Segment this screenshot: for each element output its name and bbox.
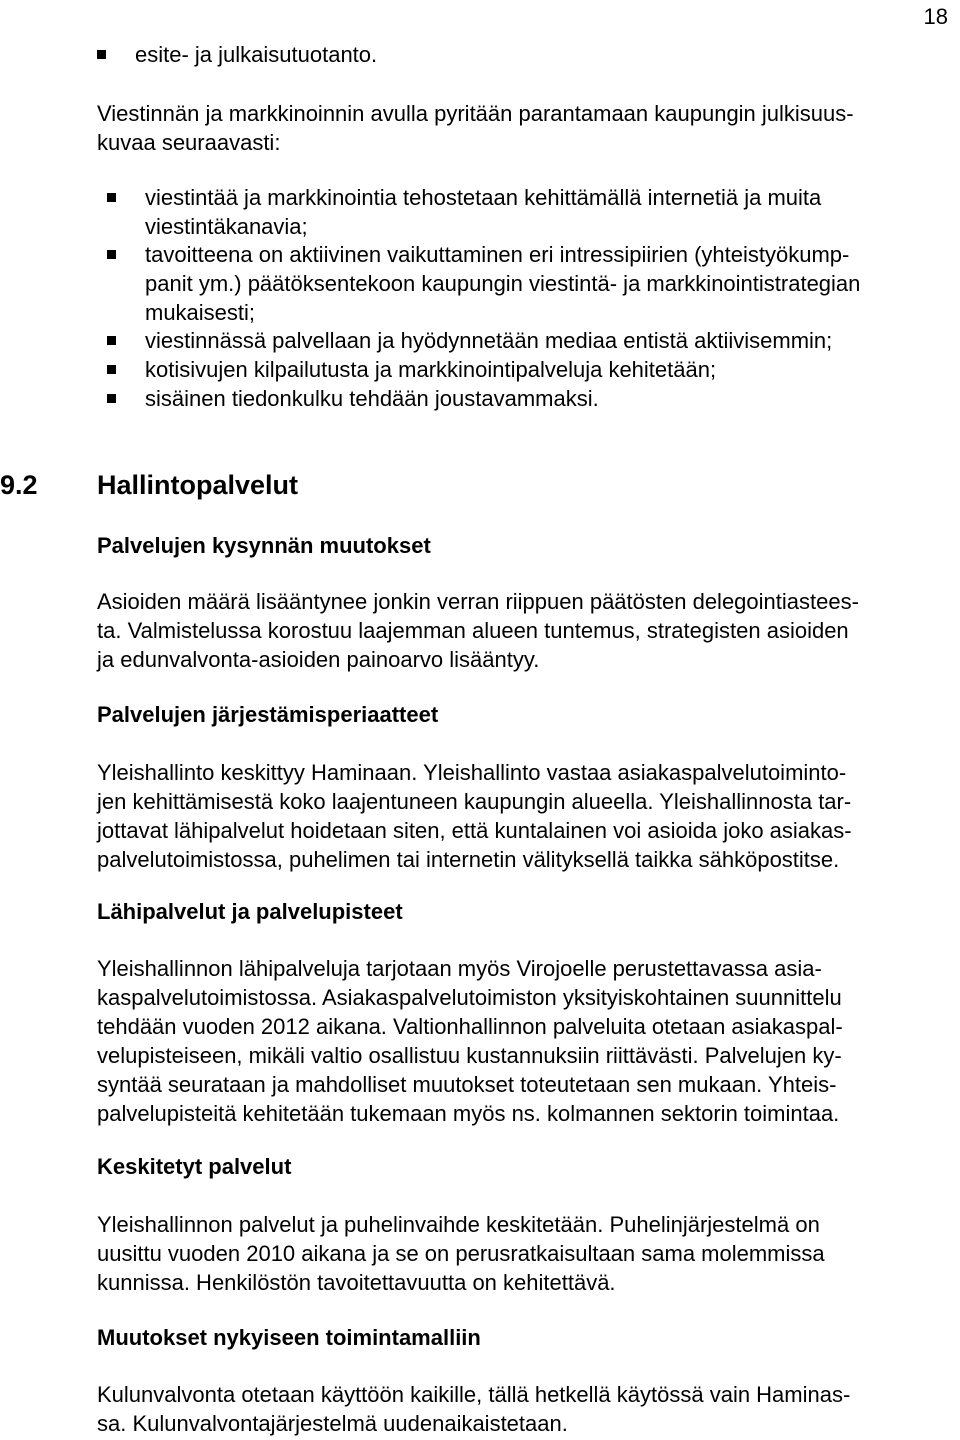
text-line: Asioiden määrä lisääntynee jonkin verran riippuen päätösten delegointiastees- bbox=[97, 589, 859, 614]
bullet-text: kotisivujen kilpailutusta ja markkinointipalveluja kehitetään; bbox=[145, 357, 717, 382]
bullet-item bbox=[145, 326, 960, 355]
bullet-text: viestintäkanavia; bbox=[145, 214, 308, 239]
text-line: syntää seurataan ja mahdolliset muutokset toteutetaan sen mukaan. Yhteis- bbox=[97, 1072, 837, 1097]
subheading: Palvelujen kysynnän muutokset bbox=[97, 533, 431, 558]
section-heading bbox=[0, 470, 299, 501]
bullet-item bbox=[145, 240, 960, 327]
subheading: Muutokset nykyiseen toimintamalliin bbox=[97, 1325, 481, 1350]
subheading: Palvelujen järjestämisperiaatteet bbox=[97, 702, 439, 727]
section-number: 9.2 bbox=[0, 470, 38, 500]
bullet-marker bbox=[107, 394, 116, 403]
paragraph bbox=[97, 587, 943, 674]
bullet-marker bbox=[97, 50, 106, 59]
page-number: 18 bbox=[923, 4, 948, 29]
paragraph bbox=[97, 758, 943, 874]
bullet-text: mukaisesti; bbox=[145, 300, 256, 325]
text-line: Yleishallinto keskittyy Haminaan. Yleishallinto vastaa asiakaspalvelutoiminto- bbox=[97, 760, 847, 785]
section-title: Hallintopalvelut bbox=[97, 470, 299, 500]
paragraph bbox=[97, 954, 943, 1128]
bullet-item bbox=[145, 384, 960, 413]
text-line: kaspalvelutoimistossa. Asiakaspalvelutoimiston yksityiskohtainen suunnittelu bbox=[97, 985, 842, 1010]
text-line: kunnissa. Henkilöstön tavoitettavuutta on kehitettävä. bbox=[97, 1270, 616, 1295]
text-line: palvelupisteitä kehitetään tukemaan myös ns. kolmannen sektorin toimintaa. bbox=[97, 1101, 840, 1126]
paragraph bbox=[97, 1210, 943, 1297]
bullet-marker bbox=[107, 365, 116, 374]
bullet-marker bbox=[107, 336, 116, 345]
text-line: palvelutoimistossa, puhelimen tai internetin välityksellä taikka sähköpostitse. bbox=[97, 847, 840, 872]
text-line: uusittu vuoden 2010 aikana ja se on perusratkaisultaan sama molemmissa bbox=[97, 1241, 825, 1266]
subheading: Keskitetyt palvelut bbox=[97, 1154, 292, 1179]
intro-paragraph bbox=[97, 99, 943, 157]
text-line: Viestinnän ja markkinoinnin avulla pyritään parantamaan kaupungin julkisuus- bbox=[97, 101, 854, 126]
bullet-text: sisäinen tiedonkulku tehdään joustavammaksi. bbox=[145, 386, 599, 411]
bullet-text: viestintää ja markkinointia tehostetaan kehittämällä internetiä ja muita bbox=[145, 185, 822, 210]
text-line: sa. Kulunvalvontajärjestelmä uudenaikaistetaan. bbox=[97, 1411, 568, 1436]
bullet-text: panit ym.) päätöksentekoon kaupungin viestintä- ja markkinointistrategian bbox=[145, 271, 861, 296]
bullet-marker bbox=[107, 193, 116, 202]
bullet-item bbox=[145, 183, 960, 241]
bullet-item bbox=[145, 355, 960, 384]
text-line: ta. Valmistelussa korostuu laajemman alueen tuntemus, strategisten asioiden bbox=[97, 618, 849, 643]
text-line: ja edunvalvonta-asioiden painoarvo lisääntyy. bbox=[97, 647, 540, 672]
text-line: Kulunvalvonta otetaan käyttöön kaikille, tällä hetkellä käytössä vain Haminas- bbox=[97, 1382, 851, 1407]
text-line: Yleishallinnon lähipalveluja tarjotaan myös Virojoelle perustettavassa asia- bbox=[97, 956, 822, 981]
bullet-item bbox=[135, 40, 960, 69]
bullet-marker bbox=[107, 250, 116, 259]
paragraph bbox=[97, 1380, 943, 1438]
bullet-text: viestinnässä palvellaan ja hyödynnetään mediaa entistä aktiivisemmin; bbox=[145, 328, 833, 353]
subheading: Lähipalvelut ja palvelupisteet bbox=[97, 899, 403, 924]
text-line: jen kehittämisestä koko laajentuneen kaupungin alueella. Yleishallinnosta tar- bbox=[97, 789, 852, 814]
bullet-text: tavoitteena on aktiivinen vaikuttaminen eri intressipiirien (yhteistyökump- bbox=[145, 242, 850, 267]
text-line: jottavat lähipalvelut hoidetaan siten, että kuntalainen voi asioida joko asiakas- bbox=[97, 818, 852, 843]
text-line: kuvaa seuraavasti: bbox=[97, 130, 281, 155]
bullet-text: esite- ja julkaisutuotanto. bbox=[135, 42, 378, 67]
text-line: velupisteiseen, mikäli valtio osallistuu kustannuksiin riittävästi. Palvelujen ky- bbox=[97, 1043, 842, 1068]
text-line: Yleishallinnon palvelut ja puhelinvaihde keskitetään. Puhelinjärjestelmä on bbox=[97, 1212, 820, 1237]
text-line: tehdään vuoden 2012 aikana. Valtionhallinnon palveluita otetaan asiakaspal- bbox=[97, 1014, 843, 1039]
